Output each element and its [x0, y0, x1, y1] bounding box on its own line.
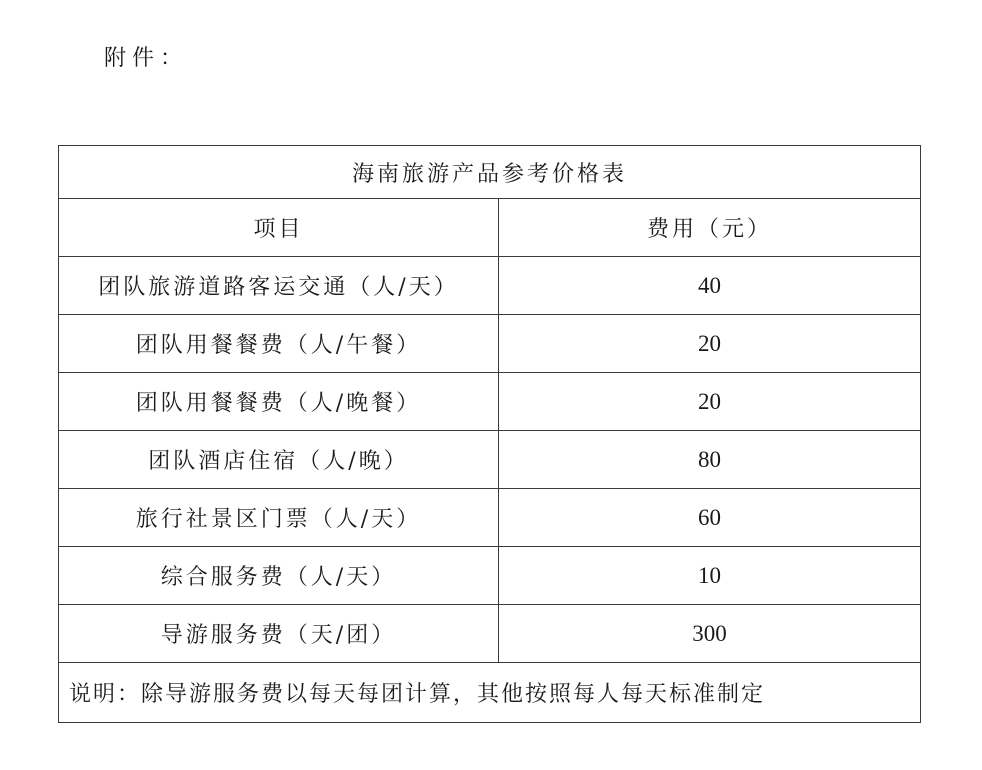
table-title-row [59, 146, 921, 199]
item-cell: 导游服务费（天/团） [59, 605, 499, 663]
fee-cell: 20 [499, 315, 921, 373]
table-note: 说明：除导游服务费以每天每团计算，其他按照每人每天标准制定 [59, 663, 921, 723]
table-row [59, 489, 921, 547]
table-row [59, 257, 921, 315]
attachment-label: 附件： [104, 46, 189, 71]
header-item: 项目 [59, 199, 499, 257]
table-row [59, 315, 921, 373]
item-cell: 团队旅游道路客运交通（人/天） [59, 257, 499, 315]
fee-cell: 40 [499, 257, 921, 315]
item-cell: 综合服务费（人/天） [59, 547, 499, 605]
fee-cell: 300 [499, 605, 921, 663]
item-cell: 团队用餐餐费（人/午餐） [59, 315, 499, 373]
item-cell: 团队酒店住宿（人/晚） [59, 431, 499, 489]
table-header-row [59, 199, 921, 257]
fee-cell: 10 [499, 547, 921, 605]
table-row [59, 373, 921, 431]
table-row [59, 431, 921, 489]
item-cell: 团队用餐餐费（人/晚餐） [59, 373, 499, 431]
table-row [59, 547, 921, 605]
table-row [59, 605, 921, 663]
fee-cell: 60 [499, 489, 921, 547]
price-reference-table [58, 145, 921, 723]
header-fee: 费用（元） [499, 199, 921, 257]
item-cell: 旅行社景区门票（人/天） [59, 489, 499, 547]
table-note-row [59, 663, 921, 723]
fee-cell: 80 [499, 431, 921, 489]
fee-cell: 20 [499, 373, 921, 431]
table-title: 海南旅游产品参考价格表 [59, 146, 921, 199]
